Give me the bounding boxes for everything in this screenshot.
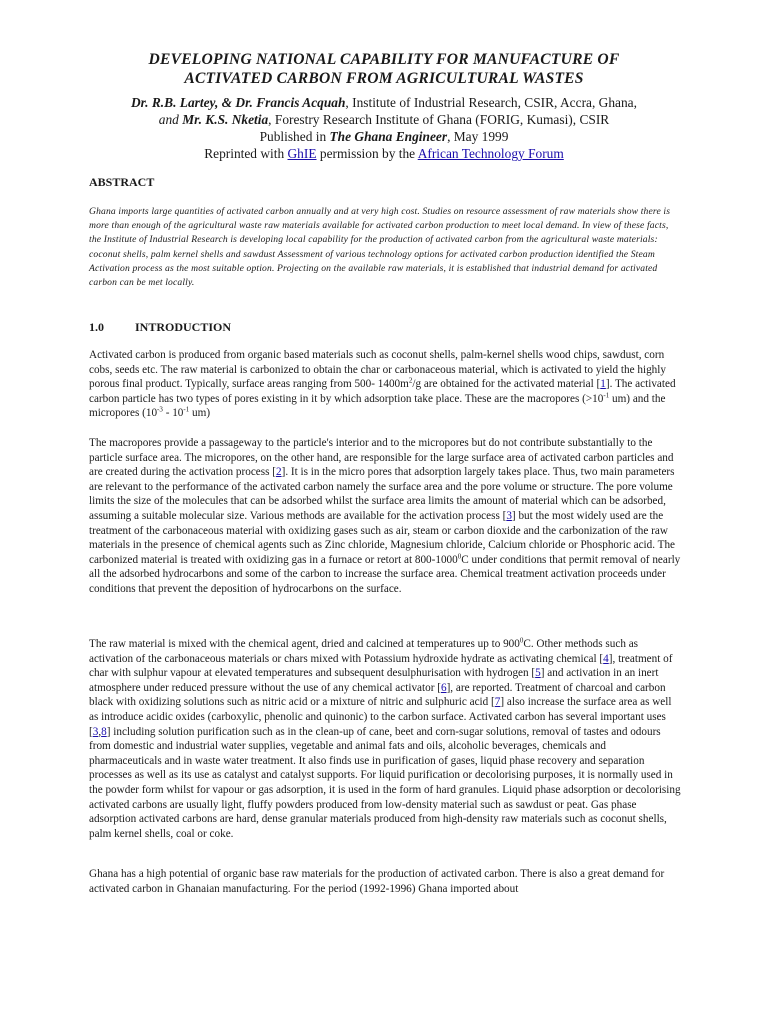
reprint-line xyxy=(40,145,728,162)
reference-link-1[interactable]: 1 xyxy=(600,378,606,391)
abstract-text: Ghana imports large quantities of activated carbon annually and at very high cost. Studies on resource assessment of raw materials show there is more than enough of the agricultural waste raw materials available for activated carbon production to meet local demand. In view of these facts, the Institute of Industrial Research is developing local capability for the production of activated carbon from the agricultural waste materials: coconut shells, palm kernel shells and sawdust Assessment of various technology options for activated carbon production identified the Steam Activation process as the most suitable option. Projecting on the available raw materials, it is established that industrial demand for activated carbon can be met locally. xyxy=(89,206,671,289)
section-number: 1.0 xyxy=(89,320,104,334)
p1-text-5: - 10 xyxy=(162,407,184,420)
author-affiliation-1: , Institute of Industrial Research, CSIR, Accra, Ghana, xyxy=(345,95,637,110)
reference-link-8[interactable]: 8 xyxy=(101,725,107,738)
reference-link-2[interactable]: 2 xyxy=(276,466,282,479)
p1-superscript-3: -3 xyxy=(157,405,163,414)
published-date: , May 1999 xyxy=(447,129,509,144)
p1-superscript-2: -1 xyxy=(603,391,610,400)
african-technology-forum-link[interactable]: African Technology Forum xyxy=(417,146,564,161)
p3-text-2: C. Other methods such as activation of the carbonaceous materials or chars mixed with Potassium hydroxide hydrate as activating chemical [ xyxy=(89,638,639,665)
p3-text-6: ] also increase the surface area as well as introduce acidic oxides (carboxylic, phenolic and quinonic) to the carbon surface. Activated carbon has several important uses [ xyxy=(89,696,672,738)
abstract-heading: ABSTRACT xyxy=(89,175,155,189)
author-line-2 xyxy=(40,111,728,128)
p3-text-7: ] including solution purification such as in the clean-up of cane, beet and corn-sugar solutions, removal of tastes and odours from domestic and industrial water supplies, vegetable and animal fats and oils, alcoholic beverages, chemicals and pharmaceuticals and in waste water treatment. It also finds use in purification of gases, liquid phase recovery and separation processes as well as its use as catalyst and catalyst supports. For liquid purification or decolorising purposes, it is normally used in the powder form whilst for vapour or gas adsorption, it is used in the form of hard granules. Liquid phase adsorption or decolorising activated carbons are usually light, fluffy powders produced from low-density material such as sawdust or peat. Gas phase adsorption activated carbons are hard, dense granular materials produced from high-density raw materials such as coconut shells, palm kernel shells, coal or coke. xyxy=(89,725,681,840)
p1-text-4: um) and the micropores (10 xyxy=(89,392,666,420)
title-line-2: ACTIVATED CARBON FROM AGRICULTURAL WASTES xyxy=(184,70,584,87)
author-names-1: Dr. R.B. Lartey, & Dr. Francis Acquah xyxy=(131,95,346,110)
p1-superscript-1: 2 xyxy=(408,376,413,385)
p2-superscript: 0 xyxy=(457,552,462,561)
paper-title xyxy=(60,50,708,88)
paragraph-3 xyxy=(89,637,681,841)
author-affiliation-2: , Forestry Research Institute of Ghana (FORIG, Kumasi), CSIR xyxy=(268,112,610,127)
p1-text-6: um) xyxy=(189,407,211,420)
p3-comma: , xyxy=(98,725,102,738)
reference-link-3b[interactable]: 3 xyxy=(92,725,99,738)
paragraph-1 xyxy=(89,348,681,421)
reference-link-5[interactable]: 5 xyxy=(535,667,541,680)
p2-text-1: The macropores provide a passageway to the particle's interior and to the micropores but do not contribute substantially to the particle surface area. The micropores, on the other hand, are responsible for the large surface area of activated carbon particles and are created during the activation process [ xyxy=(89,437,674,479)
author-block xyxy=(40,94,728,162)
published-prefix: Published in xyxy=(259,129,330,144)
and-text: and xyxy=(158,112,183,127)
p3-text-3: ], treatment of char with sulphur vapour at elevated temperatures and subsequent desulphurisation with hydrogen [ xyxy=(89,652,673,680)
p1-text-3: ]. The activated carbon particle has two types of pores existing in it by which adsorption take place. These are the macropores (>10 xyxy=(89,378,676,405)
section-title: INTRODUCTION xyxy=(135,320,232,334)
ghie-link[interactable]: GhIE xyxy=(287,146,317,161)
paragraph-2 xyxy=(89,436,681,597)
p2-text-3: ] but the most widely used are the treatment of the carbonaceous material with oxidizing gases such as air, steam or carbon dioxide and the carbonization of the raw materials in the presence of chemical agents such as Zinc chloride, Magnesium chloride, Calcium chloride or Phosphoric acid. The carbonized material is treated with oxidizing gas in a furnace or retort at 800-1000 xyxy=(89,509,676,566)
author-line-1 xyxy=(40,94,728,111)
paragraph-4: Ghana has a high potential of organic base raw materials for the production of activated carbon. There is also a great demand for activated carbon in Ghanaian manufacturing. For the period (1992-1996) Ghana imported about xyxy=(89,868,665,895)
journal-name: The Ghana Engineer xyxy=(329,129,448,144)
p3-text-4: ] and activation in an inert atmosphere under reduced pressure without the use of any chemical activator [ xyxy=(89,667,659,694)
reprint-middle: permission by the xyxy=(316,146,418,161)
p3-text-5: ], are reported. Treatment of charcoal and carbon black with oxidizing solutions such as nitric acid or a mixture of nitric and sulphuric acid [ xyxy=(89,681,666,709)
publication-line xyxy=(40,128,728,145)
p1-superscript-4: -1 xyxy=(183,405,190,414)
author-names-2: Mr. K.S. Nketia xyxy=(182,112,269,127)
p1-text-1: Activated carbon is produced from organic based materials such as coconut shells, palm-kernel shells wood chips, sawdust, corn cobs, seeds etc. The raw material is carbonized to obtain the char or carbonaceous material, which is activated to yield the highly porous final product. Typically, surface areas ranging from 500- 1400m xyxy=(89,349,666,391)
p1-text-2: /g are obtained for the activated material [ xyxy=(412,378,601,391)
reference-link-4[interactable]: 4 xyxy=(603,652,609,665)
section-heading xyxy=(89,320,231,335)
p2-text-4: C under conditions that permit removal of nearly all the adsorbed hydrocarbons and some of the carbon to increase the surface area. Chemical treatment activation proceeds under conditions that prevent the deposition of hydrocarbons on the surface. xyxy=(89,553,681,595)
title-line-1: DEVELOPING NATIONAL CAPABILITY FOR MANUFACTURE OF xyxy=(148,51,620,68)
p2-text-2: ]. It is in the micro pores that adsorption largely takes place. Thus, two main parameters are relevant to the performance of the activated carbon namely the surface area and the pore volume or structure. The pore volume limits the size of the molecules that can be adsorbed whilst the surface area limits the amount of material which can be adsorbed, assuming a suitable molecular size. Various methods are available for the activation process [ xyxy=(89,466,675,522)
reference-link-7[interactable]: 7 xyxy=(494,696,501,709)
p3-superscript: 0 xyxy=(519,636,524,645)
reference-link-3[interactable]: 3 xyxy=(506,509,512,522)
reprint-prefix: Reprinted with xyxy=(204,146,288,161)
reference-link-6[interactable]: 6 xyxy=(440,681,447,694)
p3-text-1: The raw material is mixed with the chemical agent, dried and calcined at temperatures up to 900 xyxy=(89,638,520,650)
